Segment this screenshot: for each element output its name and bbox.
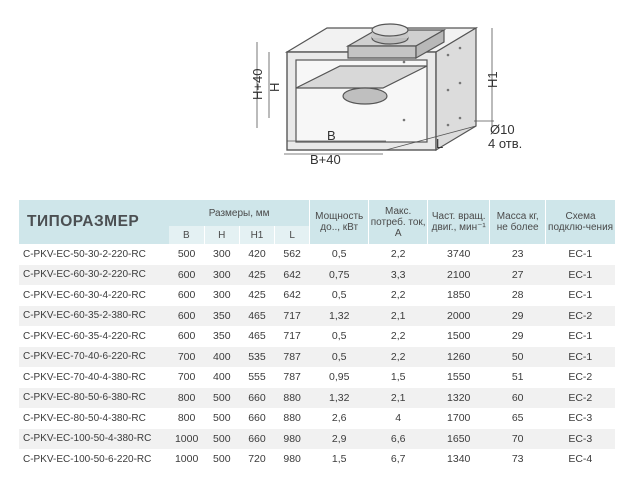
table-row xyxy=(19,265,615,286)
speed-cell: 1340 xyxy=(447,453,471,466)
current-cell: 1,5 xyxy=(390,371,406,384)
speed-cell: 1260 xyxy=(428,347,490,368)
model-cell: C-PKV-EC-80-50-4-380-RC xyxy=(23,412,146,424)
scheme-cell: EC-1 xyxy=(546,265,615,286)
speed-cell: 1550 xyxy=(447,371,471,384)
dim-hole: Ø10 xyxy=(490,122,515,137)
b-cell: 800 xyxy=(169,388,204,409)
scheme-cell: EC-1 xyxy=(568,248,593,261)
mass-cell: 51 xyxy=(511,371,524,384)
spec-table-body xyxy=(19,244,615,470)
table-row xyxy=(19,449,615,470)
model-cell: C-PKV-EC-70-40-6-220-RC xyxy=(19,347,169,368)
power-cell: 0,5 xyxy=(331,289,347,302)
h1-cell: 425 xyxy=(248,289,266,302)
l-cell: 562 xyxy=(283,248,301,261)
model-cell: C-PKV-EC-50-30-2-220-RC xyxy=(23,248,146,260)
table-title: ТИПОРАЗМЕР xyxy=(19,200,169,244)
mass-cell: 23 xyxy=(511,248,524,261)
l-cell: 980 xyxy=(275,429,310,450)
power-cell: 1,5 xyxy=(331,453,347,466)
h-cell: 300 xyxy=(213,248,231,261)
dim-h: H xyxy=(267,82,282,92)
h1-cell: 555 xyxy=(248,371,266,384)
l-cell: 980 xyxy=(283,453,301,466)
dim-b-header: B xyxy=(169,226,204,244)
mass-cell: 65 xyxy=(511,412,524,425)
h1-cell: 425 xyxy=(239,265,274,286)
power-cell: 0,5 xyxy=(331,330,347,343)
current-cell: 6,7 xyxy=(390,453,406,466)
l-cell: 787 xyxy=(275,347,310,368)
l-cell: 717 xyxy=(283,330,301,343)
current-cell: 2,2 xyxy=(390,248,406,261)
b-cell: 700 xyxy=(177,371,196,384)
current-header: Макс. потреб. ток, А xyxy=(369,200,428,244)
table-row xyxy=(19,429,615,450)
power-cell: 2,9 xyxy=(310,429,369,450)
speed-cell: 2000 xyxy=(428,306,490,327)
dim-holes-count: 4 отв. xyxy=(488,136,523,151)
power-cell: 2,6 xyxy=(331,412,347,425)
table-row xyxy=(19,306,615,327)
table-row xyxy=(19,244,615,265)
h-cell: 400 xyxy=(213,371,231,384)
scheme-header: Схема подклю-чения xyxy=(546,200,615,244)
mass-cell: 29 xyxy=(511,330,524,343)
table-row xyxy=(19,326,615,347)
speed-cell: 2100 xyxy=(428,265,490,286)
h-cell: 500 xyxy=(213,453,231,466)
h1-cell: 465 xyxy=(248,330,266,343)
b-cell: 600 xyxy=(169,306,204,327)
l-cell: 717 xyxy=(275,306,310,327)
scheme-cell: EC-3 xyxy=(568,412,593,425)
power-cell: 1,32 xyxy=(310,306,369,327)
speed-cell: 1850 xyxy=(447,289,471,302)
model-cell: C-PKV-EC-60-30-2-220-RC xyxy=(19,265,169,286)
current-cell: 2,1 xyxy=(369,306,428,327)
mass-cell: 29 xyxy=(490,306,546,327)
dim-b-plus-40: B+40 xyxy=(310,152,341,167)
mass-cell: 73 xyxy=(511,453,524,466)
h-cell: 500 xyxy=(213,412,231,425)
b-cell: 600 xyxy=(169,265,204,286)
b-cell: 600 xyxy=(177,289,196,302)
h-cell: 400 xyxy=(204,347,239,368)
speed-cell: 1500 xyxy=(447,330,471,343)
model-cell: C-PKV-EC-60-35-4-220-RC xyxy=(23,330,146,342)
mass-header: Масса кг, не более xyxy=(490,200,546,244)
b-cell: 600 xyxy=(177,330,196,343)
h-cell: 500 xyxy=(204,388,239,409)
b-cell: 800 xyxy=(177,412,196,425)
l-cell: 880 xyxy=(275,388,310,409)
current-cell: 4 xyxy=(395,412,402,425)
model-cell: C-PKV-EC-60-35-2-380-RC xyxy=(19,306,169,327)
h1-cell: 660 xyxy=(239,388,274,409)
fan-dimension-drawing xyxy=(0,0,640,195)
table-row xyxy=(19,285,615,306)
mass-cell: 50 xyxy=(490,347,546,368)
h1-cell: 720 xyxy=(248,453,266,466)
b-cell: 700 xyxy=(169,347,204,368)
model-cell: C-PKV-EC-80-50-6-380-RC xyxy=(19,388,169,409)
h1-cell: 660 xyxy=(239,429,274,450)
current-cell: 2,2 xyxy=(390,330,406,343)
current-cell: 6,6 xyxy=(369,429,428,450)
scheme-cell: EC-3 xyxy=(546,429,615,450)
current-cell: 2,2 xyxy=(369,347,428,368)
dim-h-header: H xyxy=(204,226,239,244)
speed-cell: 1650 xyxy=(428,429,490,450)
h1-cell: 535 xyxy=(239,347,274,368)
h-cell: 500 xyxy=(204,429,239,450)
b-cell: 1000 xyxy=(169,429,204,450)
spec-table xyxy=(19,200,615,470)
power-cell: 0,5 xyxy=(310,347,369,368)
model-cell: C-PKV-EC-100-50-6-220-RC xyxy=(23,453,152,465)
speed-header: Част. вращ. двиг., мин⁻¹ xyxy=(428,200,490,244)
scheme-cell: EC-4 xyxy=(568,453,593,466)
speed-cell: 1700 xyxy=(447,412,471,425)
dim-l-header: L xyxy=(275,226,310,244)
table-row xyxy=(19,367,615,388)
l-cell: 642 xyxy=(275,265,310,286)
dim-l: L xyxy=(436,136,444,151)
current-cell: 3,3 xyxy=(369,265,428,286)
table-row xyxy=(19,408,615,429)
dim-h1: H1 xyxy=(485,71,500,88)
power-header: Мощность до.., кВт xyxy=(310,200,369,244)
l-cell: 642 xyxy=(283,289,301,302)
scheme-cell: EC-1 xyxy=(546,347,615,368)
power-cell: 0,5 xyxy=(331,248,347,261)
b-cell: 500 xyxy=(177,248,196,261)
scheme-cell: EC-1 xyxy=(568,289,593,302)
h1-cell: 660 xyxy=(248,412,266,425)
model-cell: C-PKV-EC-60-30-4-220-RC xyxy=(23,289,146,301)
h-cell: 350 xyxy=(204,306,239,327)
model-cell: C-PKV-EC-70-40-4-380-RC xyxy=(23,371,146,383)
mass-cell: 70 xyxy=(490,429,546,450)
l-cell: 787 xyxy=(283,371,301,384)
h-cell: 300 xyxy=(213,289,231,302)
dimensions-group-header: Размеры, мм xyxy=(169,200,310,226)
b-cell: 1000 xyxy=(174,453,199,466)
dim-h1-header: H1 xyxy=(239,226,274,244)
h-cell: 350 xyxy=(213,330,231,343)
scheme-cell: EC-2 xyxy=(546,388,615,409)
power-cell: 0,95 xyxy=(328,371,350,384)
scheme-cell: EC-2 xyxy=(568,371,593,384)
mass-cell: 60 xyxy=(490,388,546,409)
l-cell: 880 xyxy=(283,412,301,425)
power-cell: 0,75 xyxy=(310,265,369,286)
current-cell: 2,1 xyxy=(369,388,428,409)
scheme-cell: EC-2 xyxy=(546,306,615,327)
dim-h-plus-40: H+40 xyxy=(250,68,265,100)
table-row xyxy=(19,388,615,409)
mass-cell: 27 xyxy=(490,265,546,286)
dim-b: B xyxy=(327,128,336,143)
speed-cell: 1320 xyxy=(428,388,490,409)
scheme-cell: EC-1 xyxy=(568,330,593,343)
h1-cell: 465 xyxy=(239,306,274,327)
current-cell: 2,2 xyxy=(390,289,406,302)
model-cell: C-PKV-EC-100-50-4-380-RC xyxy=(19,429,169,450)
h-cell: 300 xyxy=(204,265,239,286)
speed-cell: 3740 xyxy=(447,248,471,261)
h1-cell: 420 xyxy=(248,248,266,261)
mass-cell: 28 xyxy=(511,289,524,302)
power-cell: 1,32 xyxy=(310,388,369,409)
table-row xyxy=(19,347,615,368)
